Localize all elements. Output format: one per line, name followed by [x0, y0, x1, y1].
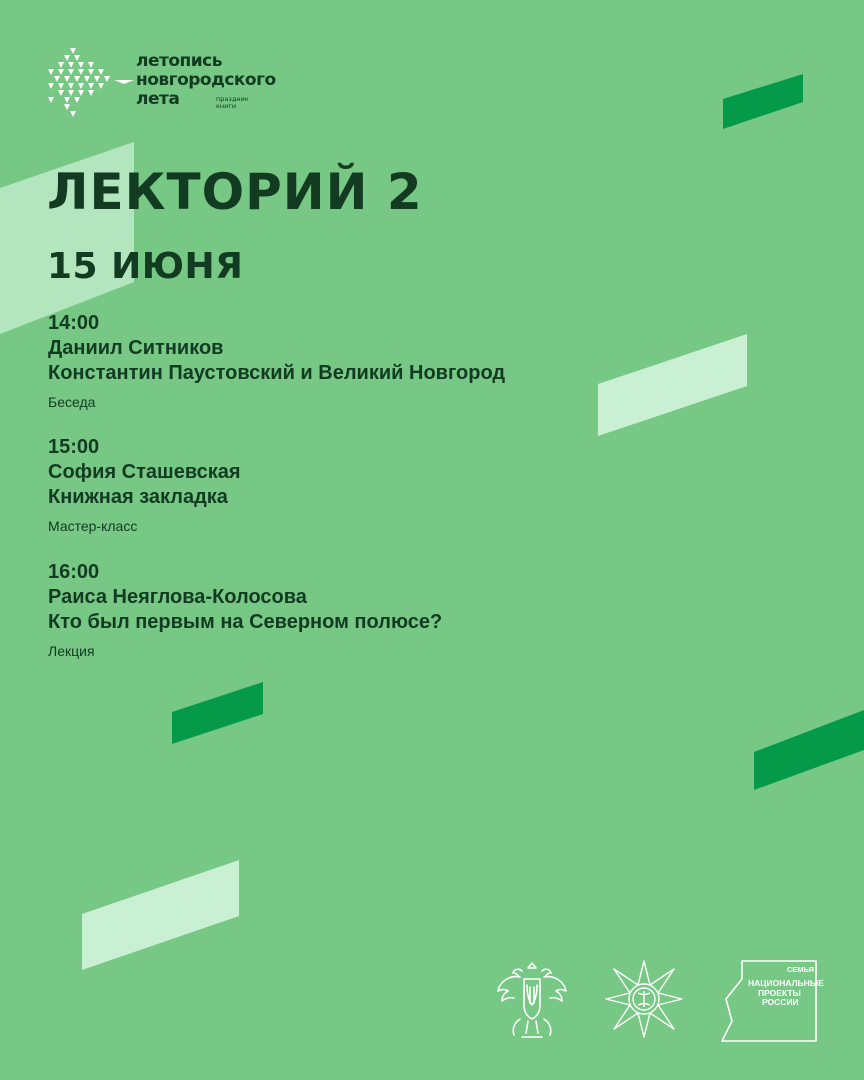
event-speaker: Даниил Ситников: [48, 337, 224, 359]
national-projects-line-2: ПРОЕКТЫ: [758, 987, 801, 998]
schedule-item: [48, 560, 442, 660]
event-date: 15 ИЮНЯ: [47, 246, 244, 287]
event-time: 16:00: [48, 561, 100, 583]
logo-line-2: новгородского: [136, 70, 276, 90]
event-topic: Кто был первым на Северном полюсе?: [48, 611, 443, 633]
decor-dark-stripe-bottom-right: [752, 706, 864, 792]
schedule-item: [48, 311, 505, 411]
logo-line-3: лета: [136, 89, 180, 109]
national-projects-line-3: РОССИИ: [762, 997, 799, 1007]
event-topic: Книжная закладка: [48, 486, 228, 508]
festival-logo-mark-icon: [46, 46, 136, 120]
decor-light-stripe-right: [596, 332, 750, 440]
logo-subtitle-line-2: книги: [216, 102, 237, 110]
national-projects-badge: [728, 965, 824, 1008]
logo-line-1: летопись: [136, 51, 222, 71]
event-time: 15:00: [48, 436, 100, 458]
order-star-emblem-icon: [604, 959, 684, 1039]
event-format: Беседа: [48, 394, 96, 410]
event-topic: Константин Паустовский и Великий Новгород: [48, 362, 506, 384]
national-projects-tag: СЕМЬЯ: [786, 965, 814, 974]
partner-logos: [492, 955, 822, 1045]
event-speaker: София Сташевская: [48, 461, 241, 483]
decor-light-stripe-bottom-left: [80, 858, 242, 974]
decor-dark-stripe-middle: [170, 680, 266, 748]
page-title: ЛЕКТОРИЙ 2: [47, 163, 423, 221]
festival-logo: [46, 46, 306, 120]
event-time: 14:00: [48, 312, 100, 334]
event-format: Мастер-класс: [48, 518, 138, 534]
schedule-item: [48, 435, 241, 535]
logo-subtitle-line-1: праздник: [216, 95, 249, 103]
event-speaker: Раиса Неяглова-Колосова: [48, 586, 307, 608]
national-projects-line-1: НАЦИОНАЛЬНЫЕ: [748, 978, 824, 988]
logo-subtitle: [216, 96, 249, 110]
decor-dark-stripe-top-right: [720, 72, 806, 132]
event-format: Лекция: [48, 643, 95, 659]
festival-logo-wordmark: [136, 52, 276, 109]
ministry-of-culture-emblem-icon: [494, 957, 570, 1041]
